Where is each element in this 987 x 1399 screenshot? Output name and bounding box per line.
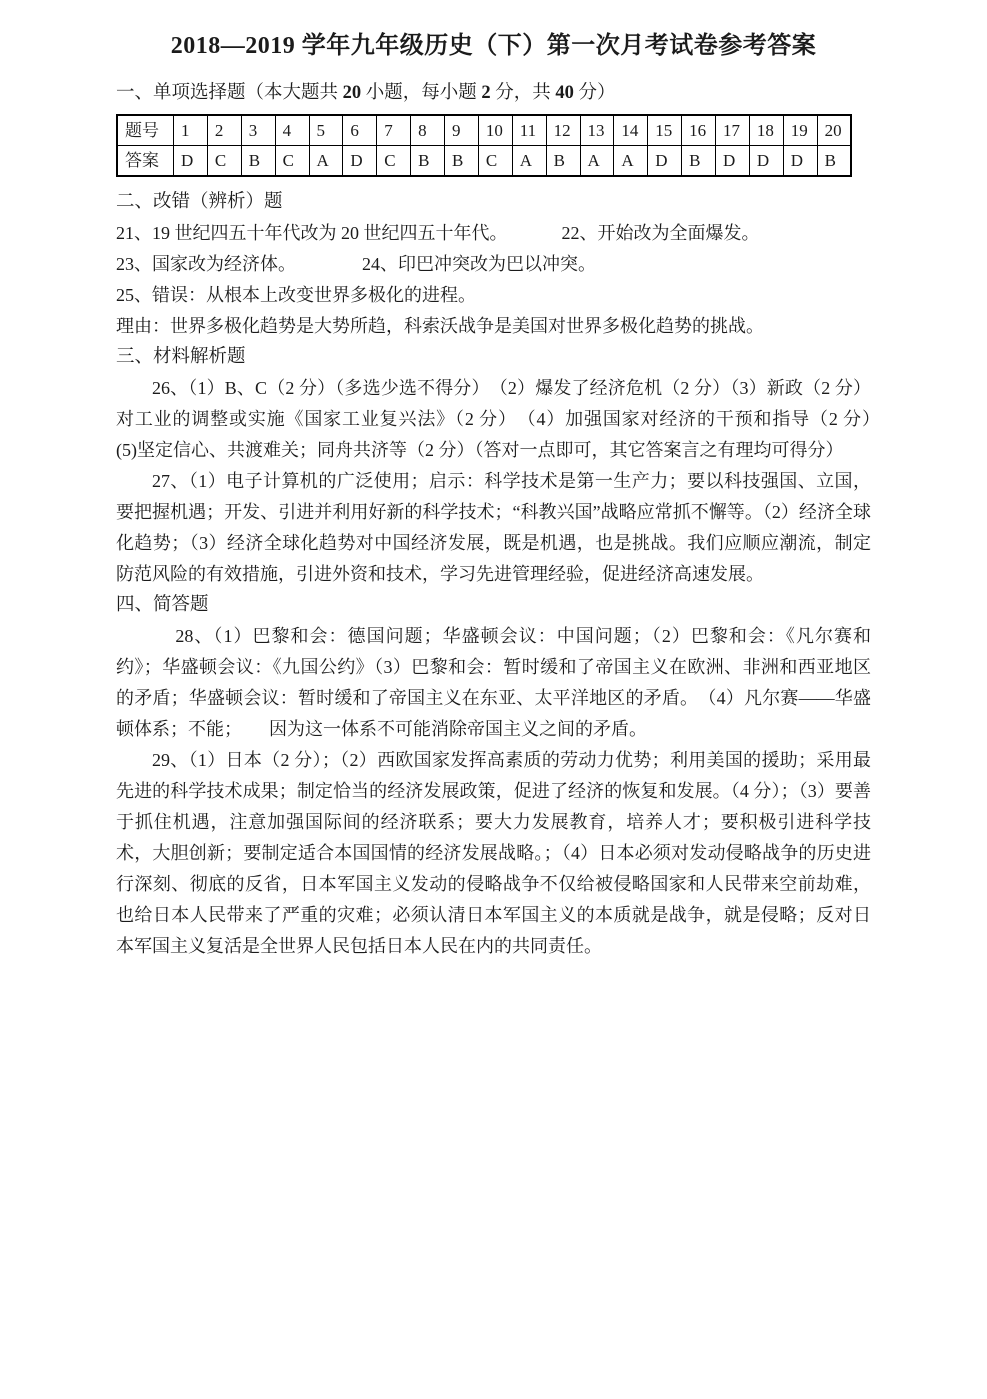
question-number-cell: 15 [648, 115, 682, 146]
answer-cell: D [783, 146, 817, 177]
question-number-cell: 12 [546, 115, 580, 146]
answer-row [117, 146, 851, 177]
analysis-answer-26: 26、（1）B、C（2 分）（多选少选不得分） （2）爆发了经济危机（2 分）（3）新政（2 分）对工业的调整或实施《国家工业复兴法》（2 分） （4）加强国家对经济的干预和指导（2 分） (5)坚定信心、共渡难关；同舟共济等（2 分）（答对一点即可，其它答案言之有理均可得分） [116, 378, 889, 460]
answer-cell: A [512, 146, 546, 177]
answer-cell: D [343, 146, 377, 177]
analysis-section-heading: 三、材料解析题 [116, 347, 246, 367]
correction-item-25: 25、错误：从根本上改变世界多极化的进程。 [116, 285, 476, 305]
short-answer-section-heading: 四、简答题 [116, 595, 209, 615]
question-number-cell: 16 [682, 115, 716, 146]
answer-cell: C [377, 146, 411, 177]
correction-line-23-24 [116, 249, 871, 280]
correction-item-24: 24、印巴冲突改为巴以冲突。 [362, 254, 596, 274]
heading-number: 40 [555, 83, 574, 103]
question-number-cell: 4 [275, 115, 309, 146]
correction-line-21-22 [116, 218, 871, 249]
question-number-row [117, 115, 851, 146]
analysis-answer-27: 27、（1）电子计算机的广泛使用；启示：科学技术是第一生产力；要以科技强国、立国，要把握机遇；开发、引进并利用好新的科学技术；“科教兴国”战略应常抓不懈等。（2）经济全球化趋势；（3）经济全球化趋势对中国经济发展，既是机遇，也是挑战。我们应顺应潮流，制定防范风险的有效措施，引进外资和技术，学习先进管理经验，促进经济高速发展。 [116, 471, 871, 584]
question-number-cell: 11 [512, 115, 546, 146]
question-number-cell: 8 [411, 115, 445, 146]
short-answer-29: 29、（1）日本（2 分）；（2）西欧国家发挥高素质的劳动力优势；利用美国的援助；采用最先进的科学技术成果；制定恰当的经济发展政策，促进了经济的恢复和发展。（4 分）；（3）要善于抓住机遇，注意加强国际间的经济联系；要大力发展教育，培养人才；要积极引进科学技术，大胆创新；要制定适合本国国情的经济发展战略。；（4）日本必须对发动侵略战争的历史进行深刻、彻底的反省，日本军国主义发动的侵略战争不仅给被侵略国家和人民带来空前劫难，也给日本人民带来了严重的灾难；必须认清日本军国主义的本质就是战争，就是侵略；反对日本军国主义复活是全世界人民包括日本人民在内的共同责任。 [116, 750, 871, 956]
question-number-cell: 18 [749, 115, 783, 146]
question-number-cell: 2 [207, 115, 241, 146]
question-number-cell: 9 [445, 115, 479, 146]
short-answer-28: 28、（1）巴黎和会：德国问题；华盛顿会议：中国问题；（2）巴黎和会：《凡尔赛和约》；华盛顿会议：《九国公约》（3）巴黎和会：暂时缓和了帝国主义在欧洲、非洲和西亚地区的矛盾；华盛顿会议：暂时缓和了帝国主义在东亚、太平洋地区的矛盾。 （4）凡尔赛——华盛顿体系；不能； 因为这一体系不可能消除帝国主义之间的矛盾。 [116, 626, 871, 739]
answer-row-label: 答案 [117, 146, 174, 177]
question-number-cell: 5 [309, 115, 343, 146]
correction-item-23: 23、国家改为经济体。 [116, 254, 296, 274]
question-number-cell: 3 [241, 115, 275, 146]
answer-cell: D [648, 146, 682, 177]
question-number-cell: 1 [174, 115, 208, 146]
heading-text: 分） [573, 83, 616, 103]
heading-number: 2 [481, 83, 491, 103]
question-row-label: 题号 [117, 115, 174, 146]
heading-number: 20 [342, 83, 362, 103]
question-number-cell: 7 [377, 115, 411, 146]
correction-item-22: 22、开始改为全面爆发。 [561, 223, 760, 243]
question-number-cell: 6 [343, 115, 377, 146]
correction-section-heading: 二、改错（辨析）题 [116, 192, 283, 212]
answer-cell: B [445, 146, 479, 177]
question-number-cell: 20 [817, 115, 851, 146]
answer-cell: D [716, 146, 750, 177]
choice-section-heading [116, 79, 871, 107]
answer-cell: B [411, 146, 445, 177]
answer-cell: B [817, 146, 851, 177]
heading-text: 分，共 [490, 83, 556, 103]
question-number-cell: 10 [478, 115, 512, 146]
question-number-cell: 13 [580, 115, 614, 146]
answer-cell: C [207, 146, 241, 177]
question-number-cell: 14 [614, 115, 648, 146]
answer-table [116, 114, 852, 177]
document-title: 2018—2019 学年九年级历史（下）第一次月考试卷参考答案 [170, 33, 817, 59]
answer-cell: D [749, 146, 783, 177]
answer-cell: B [546, 146, 580, 177]
question-number-cell: 19 [783, 115, 817, 146]
answer-cell: A [580, 146, 614, 177]
answer-cell: D [174, 146, 208, 177]
heading-text: 小题，每小题 [361, 83, 482, 103]
correction-item-21: 21、19 世纪四五十年代改为 20 世纪四五十年代。 [116, 223, 508, 243]
answer-cell: C [478, 146, 512, 177]
answer-cell: B [682, 146, 716, 177]
answer-cell: A [614, 146, 648, 177]
question-number-cell: 17 [716, 115, 750, 146]
correction-item-25-reason: 理由：世界多极化趋势是大势所趋，科索沃战争是美国对世界多极化趋势的挑战。 [116, 316, 764, 336]
answer-cell: C [275, 146, 309, 177]
answer-cell: A [309, 146, 343, 177]
heading-text: 一、单项选择题（本大题共 [116, 83, 343, 103]
answer-cell: B [241, 146, 275, 177]
